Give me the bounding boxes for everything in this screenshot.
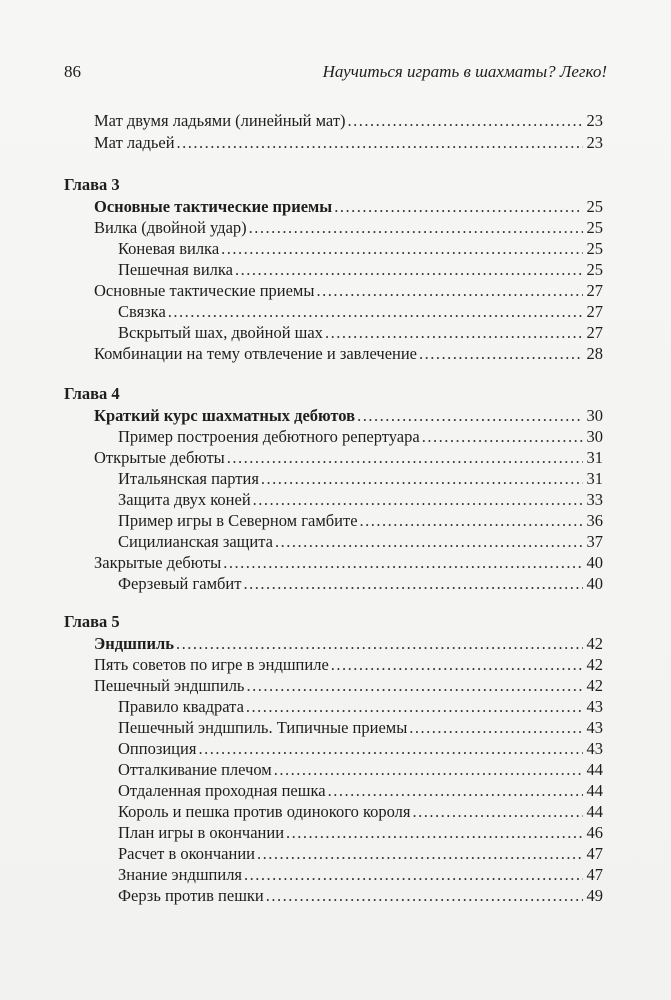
page-number: 86 [64,62,81,81]
toc-entry[interactable]: Мат двумя ладьями (линейный мат) ..... 23 [94,110,603,132]
toc-subentry[interactable]: Пешечная вилка ..... 25 [118,259,603,281]
chapter-5-label: Глава 5 [64,612,120,631]
toc-entry[interactable]: Открытые дебюты ..... 31 [94,447,603,469]
toc-subentry[interactable]: Пример построения дебютного репертуара ..... 30 [118,426,603,448]
toc-subentry[interactable]: Пешечный эндшпиль. Типичные приемы ..... 43 [118,717,603,739]
toc-subentry[interactable]: Отдаленная проходная пешка ..... 44 [118,780,603,802]
running-title: Научиться играть в шахматы? Легко! [322,62,607,81]
toc-subentry[interactable]: Защита двух коней ..... 33 [118,489,603,511]
toc-subentry[interactable]: Вскрытый шах, двойной шах ..... 27 [118,322,603,344]
toc-subentry[interactable]: Расчет в окончании ..... 47 [118,843,603,865]
toc-subentry[interactable]: Король и пешка против одинокого короля ..... 44 [118,801,603,823]
chapter-3-label: Глава 3 [64,175,120,194]
toc-subentry[interactable]: Итальянская партия ..... 31 [118,468,603,490]
toc-entry[interactable]: Пять советов по игре в эндшпиле ..... 42 [94,654,603,676]
toc-subentry[interactable]: Правило квадрата ..... 43 [118,696,603,718]
toc-entry[interactable]: Вилка (двойной удар) ..... 25 [94,217,603,239]
chapter-4-label: Глава 4 [64,384,120,403]
toc-entry-section[interactable]: Краткий курс шахматных дебютов ..... 30 [94,405,603,427]
toc-entry-section[interactable]: Эндшпиль ..... 42 [94,633,603,655]
toc-entry-section[interactable]: Основные тактические приемы ..... 25 [94,196,603,218]
toc-subentry[interactable]: Коневая вилка ..... 25 [118,238,603,260]
toc-entry[interactable]: Пешечный эндшпиль ..... 42 [94,675,603,697]
toc-subentry[interactable]: Пример игры в Северном гамбите ..... 36 [118,510,603,532]
toc-subentry[interactable]: Ферзевый гамбит ..... 40 [118,573,603,595]
toc-entry[interactable]: Основные тактические приемы ..... 27 [94,280,603,302]
toc-entry[interactable]: Закрытые дебюты ..... 40 [94,552,603,574]
toc-subentry[interactable]: Отталкивание плечом ..... 44 [118,759,603,781]
toc-subentry[interactable]: Ферзь против пешки ..... 49 [118,885,603,907]
toc-subentry[interactable]: Связка ..... 27 [118,301,603,323]
toc-subentry[interactable]: Оппозиция ..... 43 [118,738,603,760]
toc-subentry[interactable]: План игры в окончании ..... 46 [118,822,603,844]
toc-subentry[interactable]: Знание эндшпиля ..... 47 [118,864,603,886]
page-header [64,62,607,86]
toc-subentry[interactable]: Сицилианская защита ..... 37 [118,531,603,553]
toc-entry[interactable]: Комбинации на тему отвлечение и завлечение ..... 28 [94,343,603,365]
toc-entry[interactable]: Мат ладьей ..... 23 [94,132,603,154]
